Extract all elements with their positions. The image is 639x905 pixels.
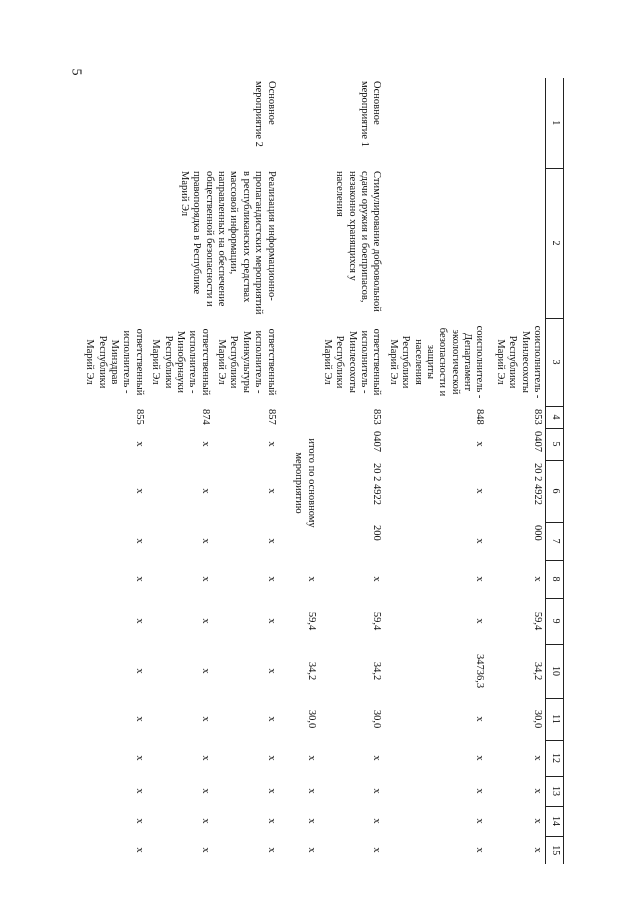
cell-c15: х (199, 847, 211, 853)
cell-c7: х (474, 538, 486, 544)
cell-description: Реализация информационно-пропагандистских мероприятий в республиканских средствах массовой информации, направленных на обеспечение общественной безопасности и правопорядка в Республике Марий Эл (179, 171, 277, 315)
cell-c4: 857 (265, 409, 277, 425)
cell-description (488, 168, 546, 318)
col-header-3: 3 (546, 318, 564, 406)
cell-c8: х (371, 576, 383, 582)
cell-c4: 848 (474, 409, 486, 425)
cell-c11: х (133, 716, 145, 722)
header-row (546, 78, 564, 864)
cell-c4: 874 (199, 409, 211, 425)
col-header-15: 15 (546, 836, 564, 864)
cell-c5: х (133, 441, 145, 447)
cell-c8: х (532, 576, 543, 582)
cell-executor: ответственный исполнитель - Минздрав Республики Марий Эл (84, 328, 145, 396)
col-header-13: 13 (546, 776, 564, 806)
cell-executor: ответственный исполнитель - Минобрнауки Республики Марий Эл (150, 328, 211, 396)
cell-c12: х (199, 755, 211, 761)
cell-c12: х (532, 755, 543, 761)
cell-c6: х (199, 488, 211, 494)
cell-c6: х (265, 488, 277, 494)
cell-c5: х (265, 441, 277, 447)
cell-c6: х (474, 488, 486, 494)
cell-c9: х (133, 618, 145, 624)
cell-c11: х (265, 716, 277, 722)
col-header-12: 12 (546, 740, 564, 776)
cell-c4: 853 (532, 409, 543, 425)
cell-description (385, 168, 488, 318)
cell-event (488, 78, 546, 168)
cell-c7: х (199, 538, 211, 544)
cell-c10: х (265, 668, 277, 674)
cell-c13: х (371, 788, 383, 794)
cell-c10: 34,2 (371, 661, 383, 681)
col-header-2: 2 (546, 168, 564, 318)
cell-c12: х (474, 755, 486, 761)
cell-c13: х (474, 788, 486, 794)
col-header-8: 8 (546, 560, 564, 598)
cell-c11: 30,0 (305, 709, 317, 729)
cell-c8: х (305, 576, 317, 582)
cell-c11: 30,0 (371, 709, 383, 729)
cell-c14: х (133, 818, 145, 824)
cell-c7: 200 (371, 525, 383, 541)
cell-c14: х (199, 818, 211, 824)
cell-c7: х (265, 538, 277, 544)
cell-c4: 855 (133, 409, 145, 425)
cell-c7: 000 (532, 525, 543, 541)
cell-description: Стимулирование добровольной сдачи оружия и боеприпасов, незаконно хранящихся у населения (334, 171, 383, 312)
cell-event: Основное мероприятие 2 (253, 81, 277, 147)
cell-c8: х (265, 576, 277, 582)
cell-c10: х (133, 668, 145, 674)
col-header-5: 5 (546, 428, 564, 460)
col-header-14: 14 (546, 806, 564, 836)
cell-c9: 59,4 (532, 611, 543, 631)
cell-c11: 30,0 (532, 709, 543, 729)
col-header-1: 1 (546, 78, 564, 168)
cell-c9: х (265, 618, 277, 624)
cell-c15: х (532, 847, 543, 853)
col-header-9: 9 (546, 598, 564, 644)
cell-c9: х (474, 618, 486, 624)
cell-c15: х (474, 847, 486, 853)
cell-c5: х (474, 441, 486, 447)
cell-event (279, 78, 319, 168)
cell-c6: 20 2 4922 (371, 463, 383, 505)
cell-c5: 0407 (532, 431, 543, 452)
cell-c10: 34,2 (532, 661, 543, 681)
cell-c13: х (305, 788, 317, 794)
cell-c9: 59,4 (305, 611, 317, 631)
cell-executor (279, 318, 319, 406)
cell-c13: х (133, 788, 145, 794)
table-row (213, 78, 279, 864)
cell-c8: х (199, 576, 211, 582)
cell-c14: х (371, 818, 383, 824)
cell-c8: х (133, 576, 145, 582)
col-header-6: 6 (546, 460, 564, 522)
cell-c12: х (371, 755, 383, 761)
cell-c4: 853 (371, 409, 383, 425)
cell-c15: х (265, 847, 277, 853)
cell-c15: х (133, 847, 145, 853)
cell-c8: х (474, 576, 486, 582)
cell-c14: х (532, 818, 543, 824)
col-header-10: 10 (546, 644, 564, 698)
program-table (81, 78, 564, 864)
table-row (385, 78, 488, 864)
cell-c14: х (305, 818, 317, 824)
cell-c12: х (305, 755, 317, 761)
col-header-7: 7 (546, 522, 564, 560)
cell-c5: х (199, 441, 211, 447)
cell-c9: 59,4 (371, 611, 383, 631)
cell-c13: х (199, 788, 211, 794)
total-label: итого по основному мероприятию (293, 438, 317, 528)
cell-c15: х (371, 847, 383, 853)
page-number: 5 (68, 68, 84, 76)
cell-c10: 34,2 (305, 661, 317, 681)
col-header-11: 11 (546, 698, 564, 740)
cell-c6: х (133, 488, 145, 494)
cell-c9: х (199, 618, 211, 624)
cell-c13: х (265, 788, 277, 794)
cell-c5: 0407 (371, 431, 383, 452)
cell-c10: х (199, 668, 211, 674)
cell-c10: 34736,3 (474, 653, 486, 689)
cell-c11: х (474, 716, 486, 722)
table-row (488, 78, 546, 864)
cell-event: Основное мероприятие 1 (359, 81, 383, 147)
cell-c14: х (474, 818, 486, 824)
cell-c6: 20 2 4922 (532, 463, 543, 505)
cell-event (385, 78, 488, 168)
cell-c13: х (532, 788, 543, 794)
table-stage (84, 78, 564, 864)
cell-executor: ответственный исполнитель - Минкультуры Республики Марий Эл (216, 328, 277, 396)
cell-c11: х (199, 716, 211, 722)
cell-executor: соисполнитель - Департамент экологической безопасности и защиты населения Республики Марий Эл (387, 325, 486, 399)
cell-executor: соисполнитель - Минлесохоты Республики Марий Эл (494, 325, 543, 399)
table-row (319, 78, 385, 864)
cell-c14: х (265, 818, 277, 824)
col-header-4: 4 (546, 406, 564, 428)
cell-c12: х (265, 755, 277, 761)
cell-executor: ответственный исполнитель - Минлесохоты Республики Марий Эл (322, 328, 383, 396)
cell-c7: х (133, 538, 145, 544)
cell-c12: х (133, 755, 145, 761)
cell-c15: х (305, 847, 317, 853)
